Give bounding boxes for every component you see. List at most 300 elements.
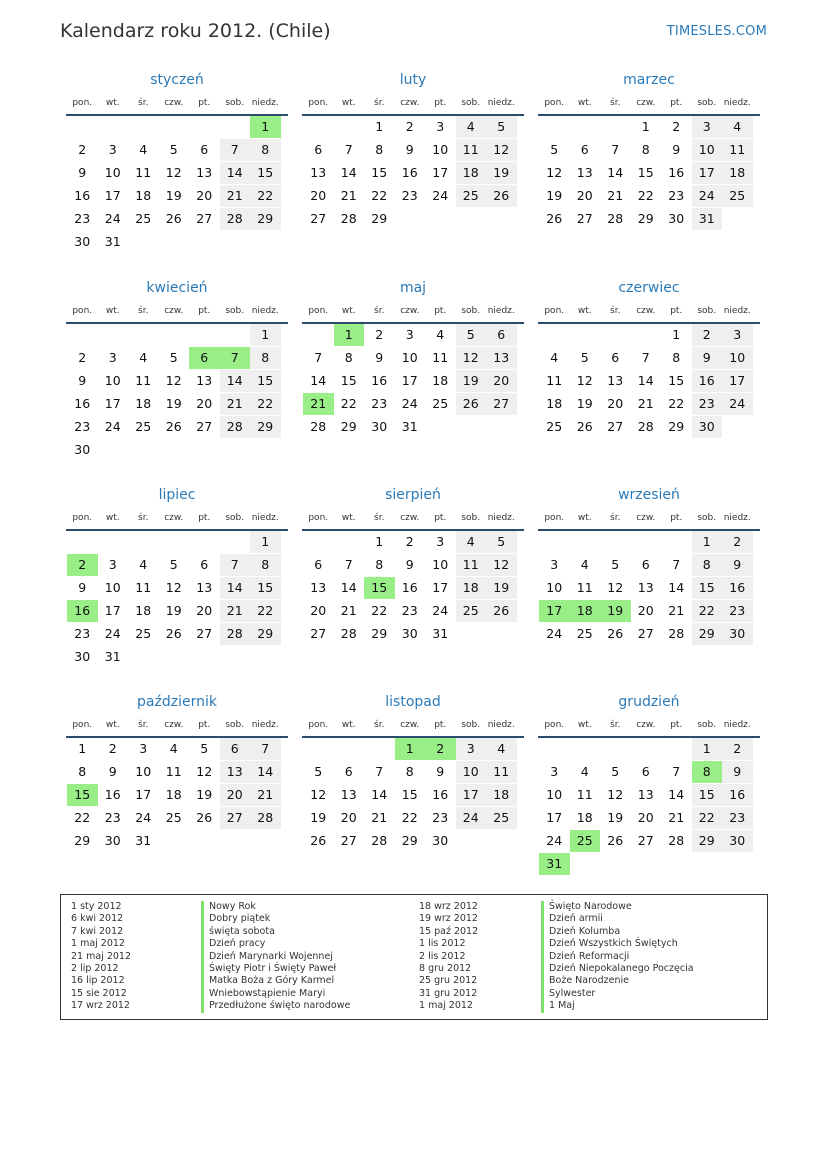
day-cell: 29 xyxy=(371,626,388,641)
day-cell: 9 xyxy=(78,165,87,180)
day-cell: 16 xyxy=(692,370,723,392)
day-cell: 16 xyxy=(722,577,753,599)
weekday-header xyxy=(538,720,760,734)
day-cell: 23 xyxy=(371,396,388,411)
day-cell: 5 xyxy=(611,764,620,779)
day-cell: 28 xyxy=(220,208,251,230)
weekday-label: czw. xyxy=(164,306,184,316)
day-cell: 3 xyxy=(436,119,445,134)
day-cell: 11 xyxy=(546,373,563,388)
weekday-label: pon. xyxy=(544,98,565,108)
legend-date: 16 lip 2012 xyxy=(71,975,125,987)
month-name: wrzesień xyxy=(618,487,680,503)
day-cell: 28 xyxy=(340,626,357,641)
day-cell: 6 xyxy=(220,738,251,760)
day-cell: 26 xyxy=(546,211,563,226)
weekday-label: śr. xyxy=(374,98,385,108)
weekday-label: niedz. xyxy=(251,98,279,108)
day-cell: 11 xyxy=(165,764,182,779)
weekday-label: niedz. xyxy=(487,306,515,316)
legend-holiday-name: Nowy Rok xyxy=(201,901,350,913)
day-cell: 10 xyxy=(546,580,563,595)
day-cell: 23 xyxy=(401,188,418,203)
day-cell: 19 xyxy=(486,162,517,184)
day-cell: 4 xyxy=(486,738,517,760)
weekday-header xyxy=(66,720,288,734)
legend-holiday-name: Święto Narodowe xyxy=(541,901,694,913)
day-cell: 9 xyxy=(436,764,445,779)
month-name: październik xyxy=(137,694,217,710)
day-cell: 16 xyxy=(104,787,121,802)
day-cell: 22 xyxy=(250,393,281,415)
day-cell: 25 xyxy=(722,185,753,207)
day-cell: 7 xyxy=(220,139,251,161)
weekday-header xyxy=(302,720,524,734)
day-cell: 9 xyxy=(78,580,87,595)
day-cell: 21 xyxy=(668,603,685,618)
day-cell: 9 xyxy=(692,347,723,369)
day-cell: 29 xyxy=(668,419,685,434)
day-cell: 13 xyxy=(310,580,327,595)
day-cell: 28 xyxy=(220,623,251,645)
month-name: listopad xyxy=(385,694,441,710)
day-cell: 22 xyxy=(692,807,723,829)
weekday-label: śr. xyxy=(374,513,385,523)
day-cell: 6 xyxy=(486,324,517,346)
weekday-label: sob. xyxy=(225,306,245,316)
weekday-label: sob. xyxy=(697,306,717,316)
day-cell: 18 xyxy=(576,810,593,825)
day-cell: 12 xyxy=(310,787,327,802)
day-cell: 21 xyxy=(220,393,251,415)
legend-holiday-name: Dzień pracy xyxy=(201,938,350,950)
day-cell: 11 xyxy=(135,373,152,388)
day-cell: 26 xyxy=(165,626,182,641)
day-cell: 30 xyxy=(432,833,449,848)
day-cell: 7 xyxy=(672,557,681,572)
day-cell: 23 xyxy=(74,211,91,226)
day-cell: 22 xyxy=(401,810,418,825)
day-cell: 21 xyxy=(220,600,251,622)
weekday-label: pon. xyxy=(308,98,329,108)
day-cell: 11 xyxy=(456,554,487,576)
weekday-label: czw. xyxy=(164,720,184,730)
day-cell: 1 xyxy=(250,531,281,553)
day-cell: 19 xyxy=(546,188,563,203)
brand-link[interactable]: TIMESLES.COM xyxy=(666,24,767,39)
day-cell: 12 xyxy=(165,373,182,388)
weekday-label: śr. xyxy=(610,720,621,730)
weekday-label: sob. xyxy=(225,513,245,523)
day-cell: 27 xyxy=(220,807,251,829)
day-cell: 13 xyxy=(340,787,357,802)
holiday-day-cell: 31 xyxy=(539,853,570,875)
day-cell: 24 xyxy=(104,211,121,226)
day-cell: 16 xyxy=(401,165,418,180)
day-cell: 22 xyxy=(371,188,388,203)
day-cell: 15 xyxy=(401,787,418,802)
weekday-label: sob. xyxy=(225,98,245,108)
day-cell: 17 xyxy=(104,396,121,411)
day-cell: 25 xyxy=(432,396,449,411)
day-cell: 16 xyxy=(401,580,418,595)
day-cell: 23 xyxy=(668,188,685,203)
weekday-label: czw. xyxy=(164,98,184,108)
day-cell: 26 xyxy=(607,833,624,848)
day-cell: 15 xyxy=(250,370,281,392)
weekday-label: sob. xyxy=(461,720,481,730)
legend-holiday-name: Wniebowstąpienie Maryi xyxy=(201,988,350,1000)
day-cell: 4 xyxy=(456,531,487,553)
day-cell: 27 xyxy=(486,393,517,415)
legend-date: 8 gru 2012 xyxy=(419,962,472,974)
day-cell: 7 xyxy=(344,142,353,157)
day-cell: 2 xyxy=(78,142,87,157)
day-cell: 27 xyxy=(637,626,654,641)
day-cell: 26 xyxy=(310,833,327,848)
day-cell: 6 xyxy=(200,557,209,572)
weekday-label: sob. xyxy=(697,98,717,108)
day-cell: 1 xyxy=(375,119,384,134)
weekday-label: wt. xyxy=(341,720,356,730)
day-cell: 10 xyxy=(135,764,152,779)
day-cell: 25 xyxy=(135,419,152,434)
day-cell: 6 xyxy=(314,557,323,572)
day-cell: 26 xyxy=(456,393,487,415)
day-cell: 3 xyxy=(436,534,445,549)
day-cell: 13 xyxy=(607,373,624,388)
day-cell: 4 xyxy=(436,327,445,342)
day-cell: 5 xyxy=(169,142,178,157)
weekday-label: śr. xyxy=(138,98,149,108)
holiday-day-cell: 18 xyxy=(570,600,601,622)
day-cell: 31 xyxy=(135,833,152,848)
day-cell: 8 xyxy=(375,142,384,157)
legend-date: 19 wrz 2012 xyxy=(419,913,478,925)
day-cell: 8 xyxy=(78,764,87,779)
holiday-day-cell: 8 xyxy=(692,761,723,783)
day-cell: 23 xyxy=(722,807,753,829)
weekday-label: czw. xyxy=(636,720,656,730)
weekday-label: wt. xyxy=(341,513,356,523)
legend-date: 1 maj 2012 xyxy=(419,1000,473,1012)
day-cell: 10 xyxy=(401,350,418,365)
weekday-label: niedz. xyxy=(487,98,515,108)
day-cell: 14 xyxy=(340,165,357,180)
day-cell: 3 xyxy=(692,116,723,138)
day-cell: 8 xyxy=(250,347,281,369)
day-cell: 10 xyxy=(692,139,723,161)
day-cell: 28 xyxy=(607,211,624,226)
day-cell: 21 xyxy=(668,810,685,825)
weekday-label: sob. xyxy=(697,720,717,730)
legend-date: 2 lis 2012 xyxy=(419,950,466,962)
day-cell: 13 xyxy=(310,165,327,180)
day-cell: 19 xyxy=(456,370,487,392)
day-cell: 15 xyxy=(692,577,723,599)
day-cell: 13 xyxy=(637,580,654,595)
day-cell: 17 xyxy=(135,787,152,802)
day-cell: 12 xyxy=(486,139,517,161)
weekday-label: pt. xyxy=(198,306,211,316)
weekday-label: pon. xyxy=(72,306,93,316)
day-cell: 18 xyxy=(432,373,449,388)
day-cell: 29 xyxy=(692,830,723,852)
holiday-day-cell: 2 xyxy=(425,738,456,760)
weekday-label: wt. xyxy=(577,306,592,316)
day-cell: 5 xyxy=(611,557,620,572)
day-cell: 7 xyxy=(641,350,650,365)
day-cell: 25 xyxy=(576,626,593,641)
day-cell: 28 xyxy=(340,211,357,226)
weekday-header xyxy=(538,98,760,112)
legend-holiday-name: 1 Maj xyxy=(541,1000,694,1012)
weekday-label: śr. xyxy=(374,720,385,730)
day-cell: 31 xyxy=(104,649,121,664)
day-cell: 21 xyxy=(607,188,624,203)
day-cell: 31 xyxy=(432,626,449,641)
weekday-header xyxy=(302,513,524,527)
day-cell: 24 xyxy=(104,419,121,434)
day-cell: 3 xyxy=(405,327,414,342)
day-cell: 18 xyxy=(546,396,563,411)
day-cell: 2 xyxy=(722,531,753,553)
legend-date: 15 paź 2012 xyxy=(419,925,479,937)
day-cell: 7 xyxy=(611,142,620,157)
weekday-label: czw. xyxy=(400,98,420,108)
day-cell: 5 xyxy=(169,557,178,572)
day-cell: 20 xyxy=(637,603,654,618)
month-name: marzec xyxy=(623,72,675,88)
day-cell: 14 xyxy=(220,370,251,392)
day-cell: 30 xyxy=(722,830,753,852)
day-cell: 10 xyxy=(456,761,487,783)
day-cell: 7 xyxy=(250,738,281,760)
day-cell: 11 xyxy=(576,580,593,595)
weekday-label: pt. xyxy=(670,98,683,108)
day-cell: 24 xyxy=(692,185,723,207)
legend-holiday-name: Sylwester xyxy=(541,988,694,1000)
day-cell: 14 xyxy=(371,787,388,802)
day-cell: 2 xyxy=(405,534,414,549)
day-cell: 14 xyxy=(220,162,251,184)
weekday-header xyxy=(302,98,524,112)
day-cell: 13 xyxy=(196,580,213,595)
legend-holiday-name: Dzień Kolumba xyxy=(541,926,694,938)
day-cell: 3 xyxy=(108,557,117,572)
day-cell: 9 xyxy=(672,142,681,157)
weekday-label: czw. xyxy=(400,306,420,316)
holiday-day-cell: 1 xyxy=(334,324,365,346)
month-name: luty xyxy=(399,72,427,88)
day-cell: 14 xyxy=(250,761,281,783)
weekday-label: pt. xyxy=(670,306,683,316)
day-cell: 8 xyxy=(375,557,384,572)
weekday-label: pon. xyxy=(544,306,565,316)
day-cell: 1 xyxy=(250,324,281,346)
day-cell: 1 xyxy=(692,531,723,553)
day-cell: 9 xyxy=(375,350,384,365)
day-cell: 13 xyxy=(220,761,251,783)
day-cell: 26 xyxy=(486,600,517,622)
weekday-label: wt. xyxy=(577,98,592,108)
day-cell: 14 xyxy=(637,373,654,388)
day-cell: 24 xyxy=(104,626,121,641)
month-name: lipiec xyxy=(158,487,196,503)
day-cell: 29 xyxy=(250,623,281,645)
day-cell: 21 xyxy=(250,784,281,806)
day-cell: 7 xyxy=(375,764,384,779)
day-cell: 14 xyxy=(340,580,357,595)
day-cell: 28 xyxy=(371,833,388,848)
day-cell: 3 xyxy=(456,738,487,760)
day-cell: 23 xyxy=(432,810,449,825)
weekday-label: sob. xyxy=(461,306,481,316)
day-cell: 10 xyxy=(104,373,121,388)
weekday-label: pon. xyxy=(308,513,329,523)
day-cell: 29 xyxy=(74,833,91,848)
day-cell: 25 xyxy=(135,211,152,226)
legend-names-column-1 xyxy=(201,901,350,1013)
day-cell: 29 xyxy=(340,419,357,434)
day-cell: 22 xyxy=(340,396,357,411)
day-cell: 11 xyxy=(576,787,593,802)
day-cell: 18 xyxy=(165,787,182,802)
day-cell: 18 xyxy=(135,603,152,618)
weekday-label: niedz. xyxy=(723,720,751,730)
day-cell: 17 xyxy=(456,784,487,806)
weekday-label: pon. xyxy=(308,306,329,316)
day-cell: 2 xyxy=(692,324,723,346)
day-cell: 22 xyxy=(250,600,281,622)
weekday-label: czw. xyxy=(636,98,656,108)
weekday-label: wt. xyxy=(105,306,120,316)
day-cell: 21 xyxy=(371,810,388,825)
legend-date: 2 lip 2012 xyxy=(71,962,119,974)
weekday-label: pon. xyxy=(544,513,565,523)
legend-holiday-name: Dzień armii xyxy=(541,913,694,925)
weekday-label: niedz. xyxy=(487,513,515,523)
legend-holiday-name: Dzień Niepokalanego Poczęcia xyxy=(541,963,694,975)
day-cell: 16 xyxy=(371,373,388,388)
holiday-day-cell: 17 xyxy=(539,600,570,622)
day-cell: 20 xyxy=(486,370,517,392)
day-cell: 27 xyxy=(340,833,357,848)
weekday-label: wt. xyxy=(577,720,592,730)
day-cell: 6 xyxy=(641,764,650,779)
legend-date: 17 wrz 2012 xyxy=(71,1000,130,1012)
holiday-legend xyxy=(60,894,768,1020)
month-name: sierpień xyxy=(385,487,441,503)
day-cell: 11 xyxy=(456,139,487,161)
legend-names-column-2 xyxy=(541,901,694,1013)
legend-dates-column-1 xyxy=(71,901,131,1013)
day-cell: 12 xyxy=(576,373,593,388)
day-cell: 25 xyxy=(165,810,182,825)
weekday-label: sob. xyxy=(461,98,481,108)
day-cell: 30 xyxy=(668,211,685,226)
day-cell: 27 xyxy=(196,626,213,641)
day-cell: 9 xyxy=(405,557,414,572)
day-cell: 3 xyxy=(139,741,148,756)
day-cell: 22 xyxy=(668,396,685,411)
day-cell: 12 xyxy=(196,764,213,779)
day-cell: 4 xyxy=(722,116,753,138)
day-cell: 15 xyxy=(340,373,357,388)
day-cell: 23 xyxy=(74,419,91,434)
holiday-day-cell: 15 xyxy=(67,784,98,806)
day-cell: 9 xyxy=(78,373,87,388)
day-cell: 8 xyxy=(692,554,723,576)
day-cell: 25 xyxy=(546,419,563,434)
day-cell: 18 xyxy=(135,188,152,203)
day-cell: 28 xyxy=(220,416,251,438)
day-cell: 24 xyxy=(546,833,563,848)
day-cell: 15 xyxy=(250,577,281,599)
day-cell: 4 xyxy=(580,557,589,572)
day-cell: 8 xyxy=(250,554,281,576)
page-title: Kalendarz roku 2012. (Chile) xyxy=(60,20,331,42)
day-cell: 31 xyxy=(401,419,418,434)
day-cell: 23 xyxy=(401,603,418,618)
day-cell: 22 xyxy=(371,603,388,618)
day-cell: 10 xyxy=(104,580,121,595)
day-cell: 28 xyxy=(310,419,327,434)
day-cell: 11 xyxy=(722,139,753,161)
weekday-label: pt. xyxy=(434,720,447,730)
day-cell: 7 xyxy=(344,557,353,572)
day-cell: 18 xyxy=(456,577,487,599)
day-cell: 31 xyxy=(104,234,121,249)
day-cell: 12 xyxy=(165,165,182,180)
holiday-day-cell: 2 xyxy=(67,554,98,576)
day-cell: 31 xyxy=(692,208,723,230)
day-cell: 17 xyxy=(546,810,563,825)
day-cell: 10 xyxy=(432,557,449,572)
weekday-label: niedz. xyxy=(723,306,751,316)
day-cell: 24 xyxy=(432,603,449,618)
legend-holiday-name: Święty Piotr i Święty Paweł xyxy=(201,963,350,975)
legend-holiday-name: Matka Boża z Góry Karmel xyxy=(201,975,350,987)
day-cell: 19 xyxy=(576,396,593,411)
weekday-label: wt. xyxy=(577,513,592,523)
day-cell: 9 xyxy=(722,554,753,576)
day-cell: 15 xyxy=(371,165,388,180)
day-cell: 5 xyxy=(314,764,323,779)
weekday-label: śr. xyxy=(138,720,149,730)
day-cell: 28 xyxy=(250,807,281,829)
day-cell: 13 xyxy=(637,787,654,802)
day-cell: 3 xyxy=(108,142,117,157)
day-cell: 23 xyxy=(74,626,91,641)
day-cell: 9 xyxy=(108,764,117,779)
month-name: czerwiec xyxy=(618,280,680,296)
day-cell: 12 xyxy=(165,580,182,595)
day-cell: 13 xyxy=(576,165,593,180)
day-cell: 21 xyxy=(340,603,357,618)
day-cell: 24 xyxy=(546,626,563,641)
weekday-label: śr. xyxy=(138,306,149,316)
day-cell: 29 xyxy=(250,416,281,438)
day-cell: 26 xyxy=(576,419,593,434)
day-cell: 3 xyxy=(550,557,559,572)
day-cell: 5 xyxy=(169,350,178,365)
day-cell: 20 xyxy=(196,188,213,203)
weekday-label: pt. xyxy=(434,306,447,316)
weekday-header xyxy=(302,306,524,320)
day-cell: 5 xyxy=(486,116,517,138)
legend-holiday-name: święta sobota xyxy=(201,926,350,938)
